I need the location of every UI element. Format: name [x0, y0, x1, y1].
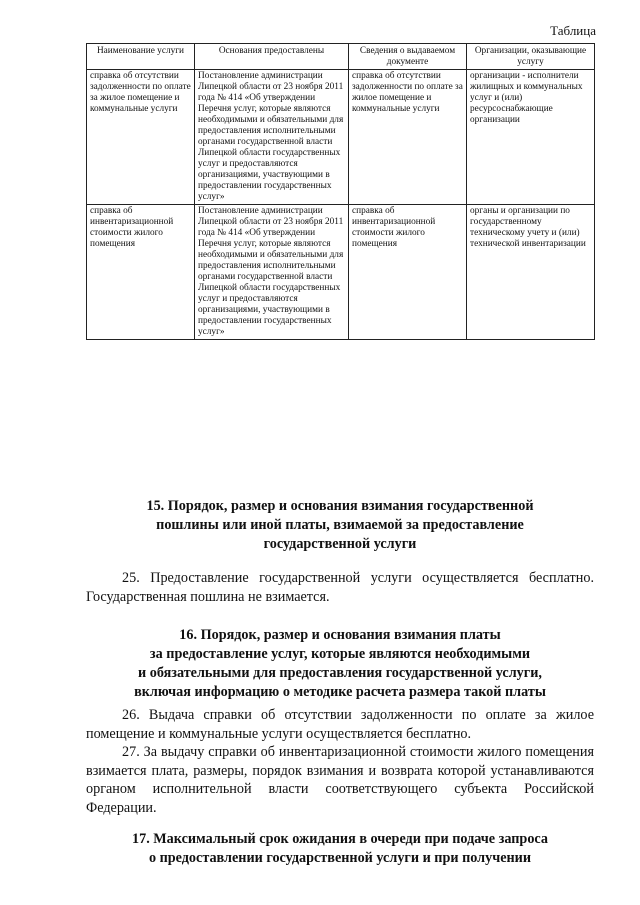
paragraph-26: 26. Выдача справки об отсутствии задолженности по оплате за жилое помещение и коммунальные услуги осуществляется бесплатно.: [86, 707, 594, 742]
cell-organizations: организации - исполнители жилищных и коммунальных услуг и (или) ресурсоснабжающие организации: [467, 70, 595, 205]
table-row: [87, 205, 595, 340]
cell-document-info: справка об инвентаризационной стоимости жилого помещения: [349, 205, 467, 340]
cell-legal-basis: Постановление администрации Липецкой области от 23 ноября 2011 года № 414 «Об утверждении Перечня услуг, которые являются необходимыми и обязательными для предоставления исполнительными органами государственной власти Липецкой области государственных услуг и предоставляются организациями, участвующими в предоставлении государственных услуг»: [195, 205, 349, 340]
section-15-heading: 15. Порядок, размер и основания взимания государственной пошлины или иной платы, взимаемой за предоставление государственной услуги: [146, 498, 534, 552]
paragraph-27: 27. За выдачу справки об инвентаризационной стоимости жилого помещения взимается плата, размеры, порядок взимания и возврата которой устанавливаются органом исполнительной власти соответствующего субъекта Российской Федерации.: [86, 744, 594, 816]
header-legal-basis: Основания предоставлены: [195, 44, 349, 70]
cell-service-name: справка об отсутствии задолженности по оплате за жилое помещение и коммунальные услуги: [87, 70, 195, 205]
header-organizations: Организации, оказывающие услугу: [467, 44, 595, 70]
section-17-heading: 17. Максимальный срок ожидания в очереди при подаче запроса о предоставлении государственной услуги и при получении: [132, 831, 548, 866]
table-row: [87, 70, 595, 205]
header-service-name: Наименование услуги: [87, 44, 195, 70]
cell-legal-basis: Постановление администрации Липецкой области от 23 ноября 2011 года № 414 «Об утверждении Перечня услуг, которые являются необходимыми и обязательными для предоставления исполнительными органами государственной власти Липецкой области государственных услуг и предоставляются организациями, участвующими в предоставлении государственных услуг»: [195, 70, 349, 205]
cell-document-info: справка об отсутствии задолженности по оплате за жилое помещение и коммунальные услуги: [349, 70, 467, 205]
services-table: [86, 43, 595, 340]
table-header-row: [87, 44, 595, 70]
cell-service-name: справка об инвентаризационной стоимости жилого помещения: [87, 205, 195, 340]
section-16-heading: 16. Порядок, размер и основания взимания платы за предоставление услуг, которые являются необходимыми и обязательными для предоставления государственной услуги, включая информацию о методике расчета размера такой платы: [134, 627, 546, 700]
header-document-info: Сведения о выдаваемом документе: [349, 44, 467, 70]
table-caption: Таблица: [550, 23, 596, 38]
cell-organizations: органы и организации по государственному техническому учету и (или) технической инвентаризации: [467, 205, 595, 340]
paragraph-25: 25. Предоставление государственной услуги осуществляется бесплатно. Государственная пошлина не взимается.: [86, 570, 594, 605]
